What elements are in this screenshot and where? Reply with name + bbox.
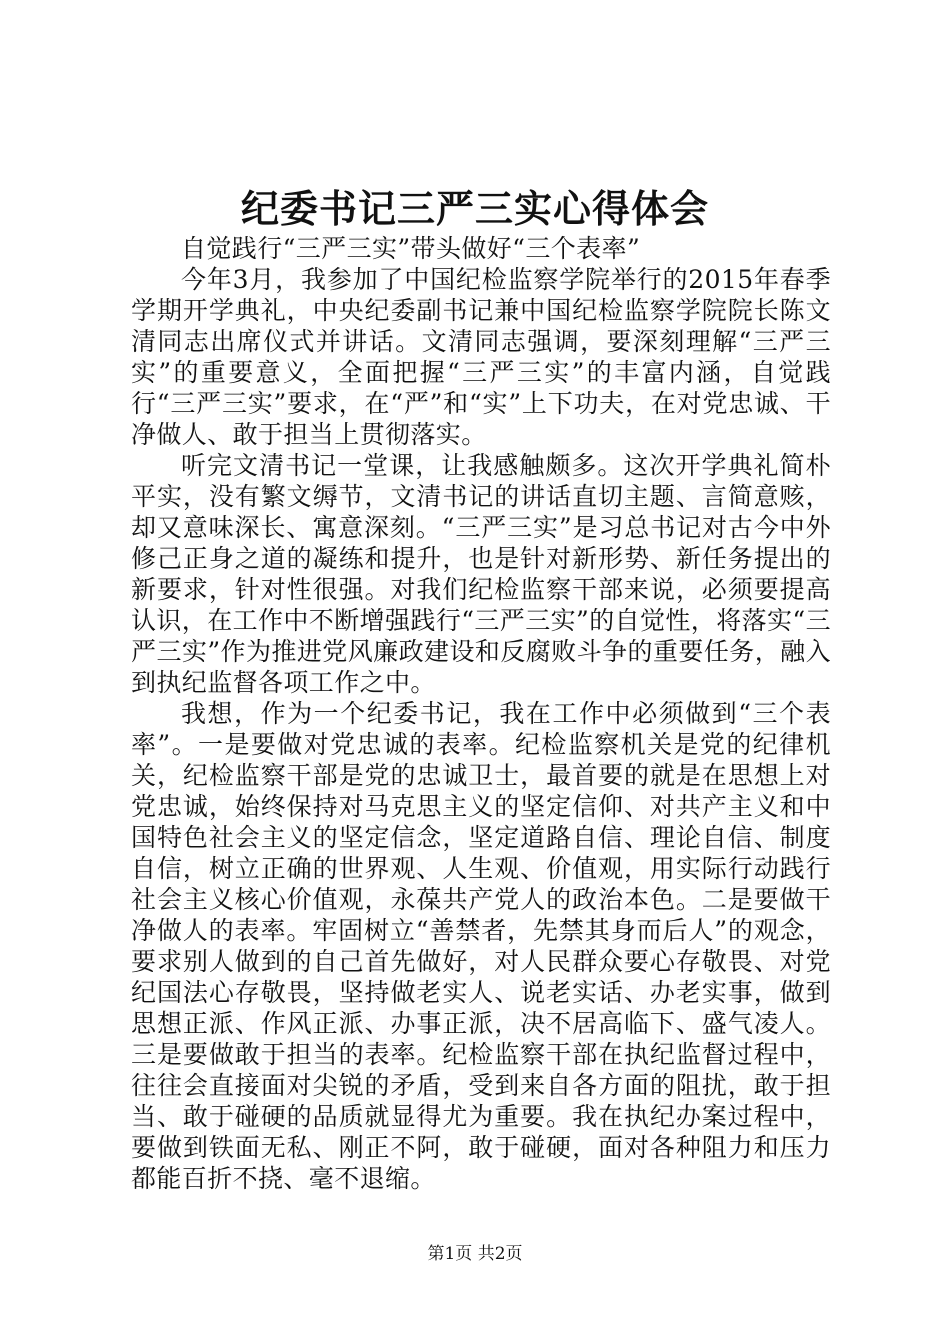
body-paragraph: 听完文清书记一堂课，让我感触颇多。这次开学典礼简朴平实，没有繁文缛节，文清书记的讲话直切主题、言简意赅，却又意味深长、寓意深刻。“三严三实”是习总书记对古今中外修己正身之道的凝练和提升，也是针对新形势、新任务提出的新要求，针对性很强。对我们纪检监察干部来说，必须要提高认识，在工作中不断增强践行“三严三实”的自觉性，将落实“三严三实”作为推进党风廉政建设和反腐败斗争的重要任务，融入到执纪监督各项工作之中。 bbox=[131, 451, 831, 697]
page-number-footer: 第1页 共2页 bbox=[427, 1244, 523, 1264]
document-title: 纪委书记三严三实心得体会 bbox=[240, 187, 709, 231]
document-body bbox=[131, 233, 831, 1194]
body-paragraph: 今年3月，我参加了中国纪检监察学院举行的2015年春季学期开学典礼，中央纪委副书记兼中国纪检监察学院院长陈文清同志出席仪式并讲话。文清同志强调，要深刻理解“三严三实”的重要意义，全面把握“三严三实”的丰富内涵，自觉践行“三严三实”要求，在“严”和“实”上下功夫，在对党忠诚、干净做人、敢于担当上贯彻落实。 bbox=[131, 265, 831, 449]
subtitle-paragraph: 自觉践行“三严三实”带头做好“三个表率” bbox=[181, 234, 641, 263]
body-paragraph: 我想，作为一个纪委书记，我在工作中必须做到“三个表率”。一是要做对党忠诚的表率。纪检监察机关是党的纪律机关，纪检监察干部是党的忠诚卫士，最首要的就是在思想上对党忠诚，始终保持对马克思主义的坚定信仰、对共产主义和中国特色社会主义的坚定信念，坚定道路自信、理论自信、制度自信，树立正确的世界观、人生观、价值观，用实际行动践行社会主义核心价值观，永葆共产党人的政治本色。二是要做干净做人的表率。牢固树立“善禁者，先禁其身而后人”的观念，要求别人做到的自己首先做好，对人民群众要心存敬畏、对党纪国法心存敬畏，坚持做老实人、说老实话、办老实事，做到思想正派、作风正派、办事正派，决不居高临下、盛气凌人。三是要做敢于担当的表率。纪检监察干部在执纪监督过程中，往往会直接面对尖锐的矛盾，受到来自各方面的阻扰，敢于担当、敢于碰硬的品质就显得尤为重要。我在执纪办案过程中，要做到铁面无私、刚正不阿，敢于碰硬，面对各种阻力和压力都能百折不挠、毫不退缩。 bbox=[131, 699, 831, 1193]
